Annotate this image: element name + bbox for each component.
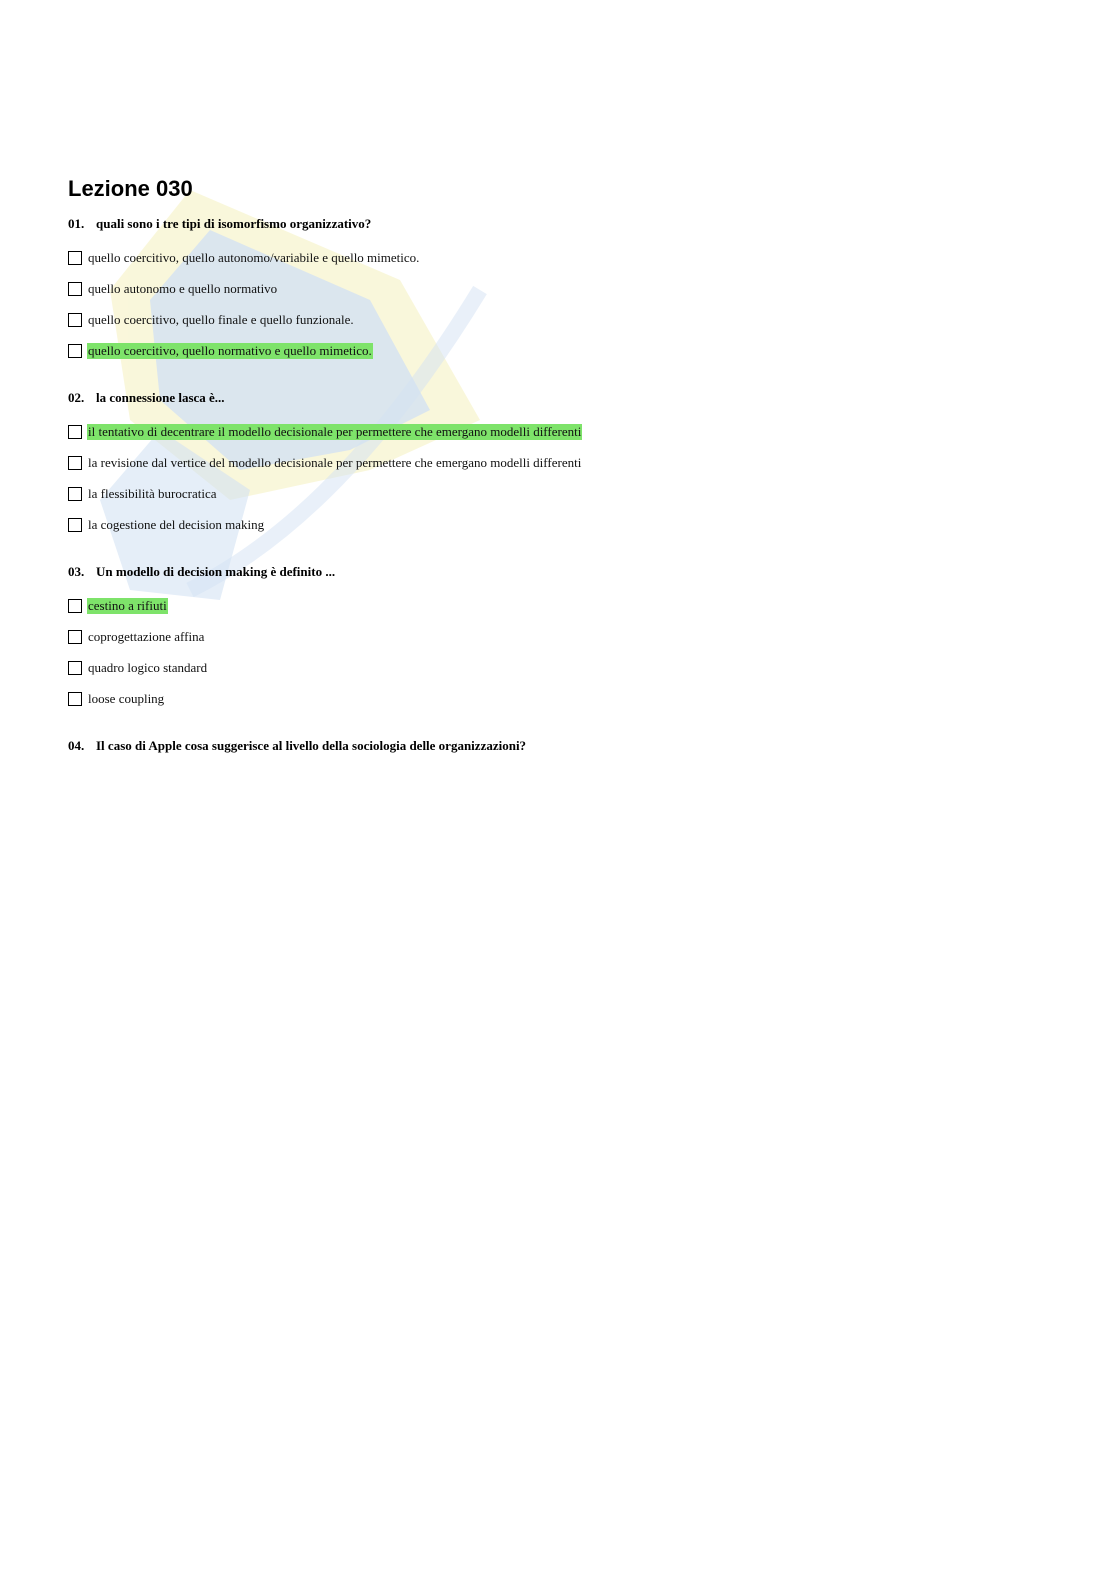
checkbox[interactable] <box>68 487 82 501</box>
question-text <box>68 736 768 756</box>
answer-option[interactable] <box>68 683 768 714</box>
answer-text-correct: cestino a rifiuti <box>88 597 167 613</box>
content <box>68 176 768 778</box>
answer-option-correct[interactable] <box>68 335 768 366</box>
answer-option[interactable] <box>68 652 768 683</box>
checkbox[interactable] <box>68 282 82 296</box>
answer-option[interactable] <box>68 621 768 652</box>
question-label: quali sono i tre tipi di isomorfismo organizzativo? <box>96 216 372 232</box>
lesson-title: Lezione 030 <box>68 176 193 201</box>
checkbox[interactable] <box>68 692 82 706</box>
question-2 <box>68 388 768 540</box>
answer-text: loose coupling <box>88 690 165 706</box>
checkbox[interactable] <box>68 313 82 327</box>
checkbox[interactable] <box>68 425 82 439</box>
question-4 <box>68 736 768 756</box>
question-text <box>68 388 768 408</box>
answer-text: quello coercitivo, quello autonomo/variabile e quello mimetico. <box>88 249 420 265</box>
question-number: 04. <box>68 738 85 754</box>
question-number: 03. <box>68 564 85 580</box>
answer-option[interactable] <box>68 273 768 304</box>
question-label: Un modello di decision making è definito ... <box>96 564 336 580</box>
question-text <box>68 214 768 234</box>
question-label: Il caso di Apple cosa suggerisce al livello della sociologia delle organizzazioni? <box>96 738 527 754</box>
answer-option[interactable] <box>68 478 768 509</box>
answer-text: quello autonomo e quello normativo <box>88 280 278 296</box>
answer-text-correct: quello coercitivo, quello normativo e quello mimetico. <box>88 342 372 358</box>
answer-option[interactable] <box>68 447 768 478</box>
checkbox[interactable] <box>68 344 82 358</box>
answer-text: quadro logico standard <box>88 659 208 675</box>
answer-text: la flessibilità burocratica <box>88 485 217 501</box>
answer-option[interactable] <box>68 509 768 540</box>
checkbox[interactable] <box>68 456 82 470</box>
checkbox[interactable] <box>68 599 82 613</box>
checkbox[interactable] <box>68 630 82 644</box>
answer-text: la revisione dal vertice del modello decisionale per permettere che emergano modelli differenti <box>88 454 582 470</box>
checkbox[interactable] <box>68 251 82 265</box>
question-number: 01. <box>68 216 85 232</box>
answer-option[interactable] <box>68 242 768 273</box>
answer-text: coprogettazione affina <box>88 628 205 644</box>
question-label: la connessione lasca è... <box>96 390 225 406</box>
question-3 <box>68 562 768 714</box>
checkbox[interactable] <box>68 661 82 675</box>
answer-text-correct: il tentativo di decentrare il modello decisionale per permettere che emergano modelli differenti <box>88 423 582 439</box>
answer-text: quello coercitivo, quello finale e quello funzionale. <box>88 311 354 327</box>
answer-text: la cogestione del decision making <box>88 516 265 532</box>
question-number: 02. <box>68 390 85 406</box>
question-1 <box>68 214 768 366</box>
answer-option-correct[interactable] <box>68 416 768 447</box>
answer-option-correct[interactable] <box>68 590 768 621</box>
answer-option[interactable] <box>68 304 768 335</box>
question-text <box>68 562 768 582</box>
checkbox[interactable] <box>68 518 82 532</box>
